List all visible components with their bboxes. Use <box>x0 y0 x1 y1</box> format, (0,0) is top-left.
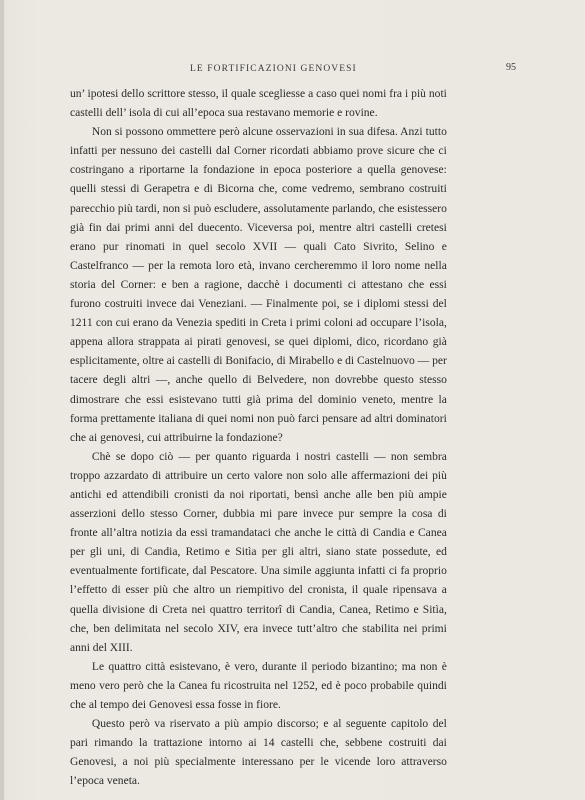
body-text <box>70 84 447 790</box>
running-header <box>70 64 516 80</box>
paragraph: Non si possono ommettere però alcune osservazioni in sua difesa. Anzi tutto infatti per nessuno dei castelli dal Corner ricordati abbiamo prove sicure che ci costringano a riportarne la fondazione in epoca posteriore a quella genovese: quelli stessi di Gerapetra e di Bicorna che, come vedremo, sembrano costruiti parecchio più tardi, non si può escludere, assolutamente parlando, che esistessero già fin dai primi anni del duecento. Viceversa poi, mentre altri castelli cretesi erano pur rinomati in quel secolo XVII — quali Cato Sivrito, Selino e Castelfranco — per la remota loro età, invano cercheremmo il loro nome nella storia del Corner: e ben a ragione, dacchè i documenti ci attestano che essi furono costruiti invece dai Veneziani. — Finalmente poi, se i diplomi stessi del 1211 con cui erano da Venezia spediti in Creta i primi coloni ad occupare l’isola, appena allora strappata ai pirati genovesi, se quei diplomi, dico, ricordano già esplicitamente, oltre ai castelli di Bonifacio, di Mirabello e di Castelnuovo — per tacere degli altri —, anche quello di Belvedere, non dovrebbe questo stesso dimostrare che essi esistevano tutti già prima del dominio veneto, mentre la forma prettamente italiana di quei nomi non può farci pensare ad altri dominatori che ai genovesi, cui attribuirne la fondazione? <box>70 125 447 444</box>
paragraph: Chè se dopo ciò — per quanto riguarda i nostri castelli — non sembra troppo azzardato di attribuire un certo valore non solo alle affermazioni dei più antichi ed attendibili cronisti da noi riportati, bensì anche alle ben più ampie asserzioni dello stesso Corner, dubbia mi pare invece pur sempre la cosa di fronte all’altra notizia da essi tramandataci che anche le città di Candia e Canea per gli uni, di Candia, Retimo e Sitìa per gli altri, siano state possedute, ed eventualmente fortificate, dal Pescatore. Una simile aggiunta infatti ci fa proprio l’effetto di esser più che altro un riempitivo del cronista, il quale ripensava a quella divisione di Creta nei quattro territorî di Candia, Canea, Retimo e Sitìa, che, ben delimitata nel secolo XIV, era invece tutt’altro che stabilita nei primi anni del XIII. <box>70 449 447 654</box>
paragraph-continued: un’ ipotesi dello scrittore stesso, il quale scegliesse a caso quei nomi fra i più noti castelli dell’ isola di cui all’epoca sua restavano memorie e rovine. <box>70 87 447 120</box>
paragraph: Le quattro città esistevano, è vero, durante il periodo bizantino; ma non è meno vero però che la Canea fu ricostruita nel 1252, ed è poco probabile quindi che al tempo dei Genovesi essa fosse in fiore. <box>70 659 447 711</box>
page-edge-shadow <box>0 0 4 800</box>
running-title: LE FORTIFICAZIONI GENOVESI <box>190 64 357 74</box>
page-number: 95 <box>506 62 516 73</box>
paragraph: Questo però va riservato a più ampio discorso; e al seguente capitolo del pari rimando la trattazione intorno ai 14 castelli che, sebbene costruiti dai Genovesi, a noi più specialmente interessano per le vicende loro attraverso l’epoca veneta. <box>70 717 447 788</box>
